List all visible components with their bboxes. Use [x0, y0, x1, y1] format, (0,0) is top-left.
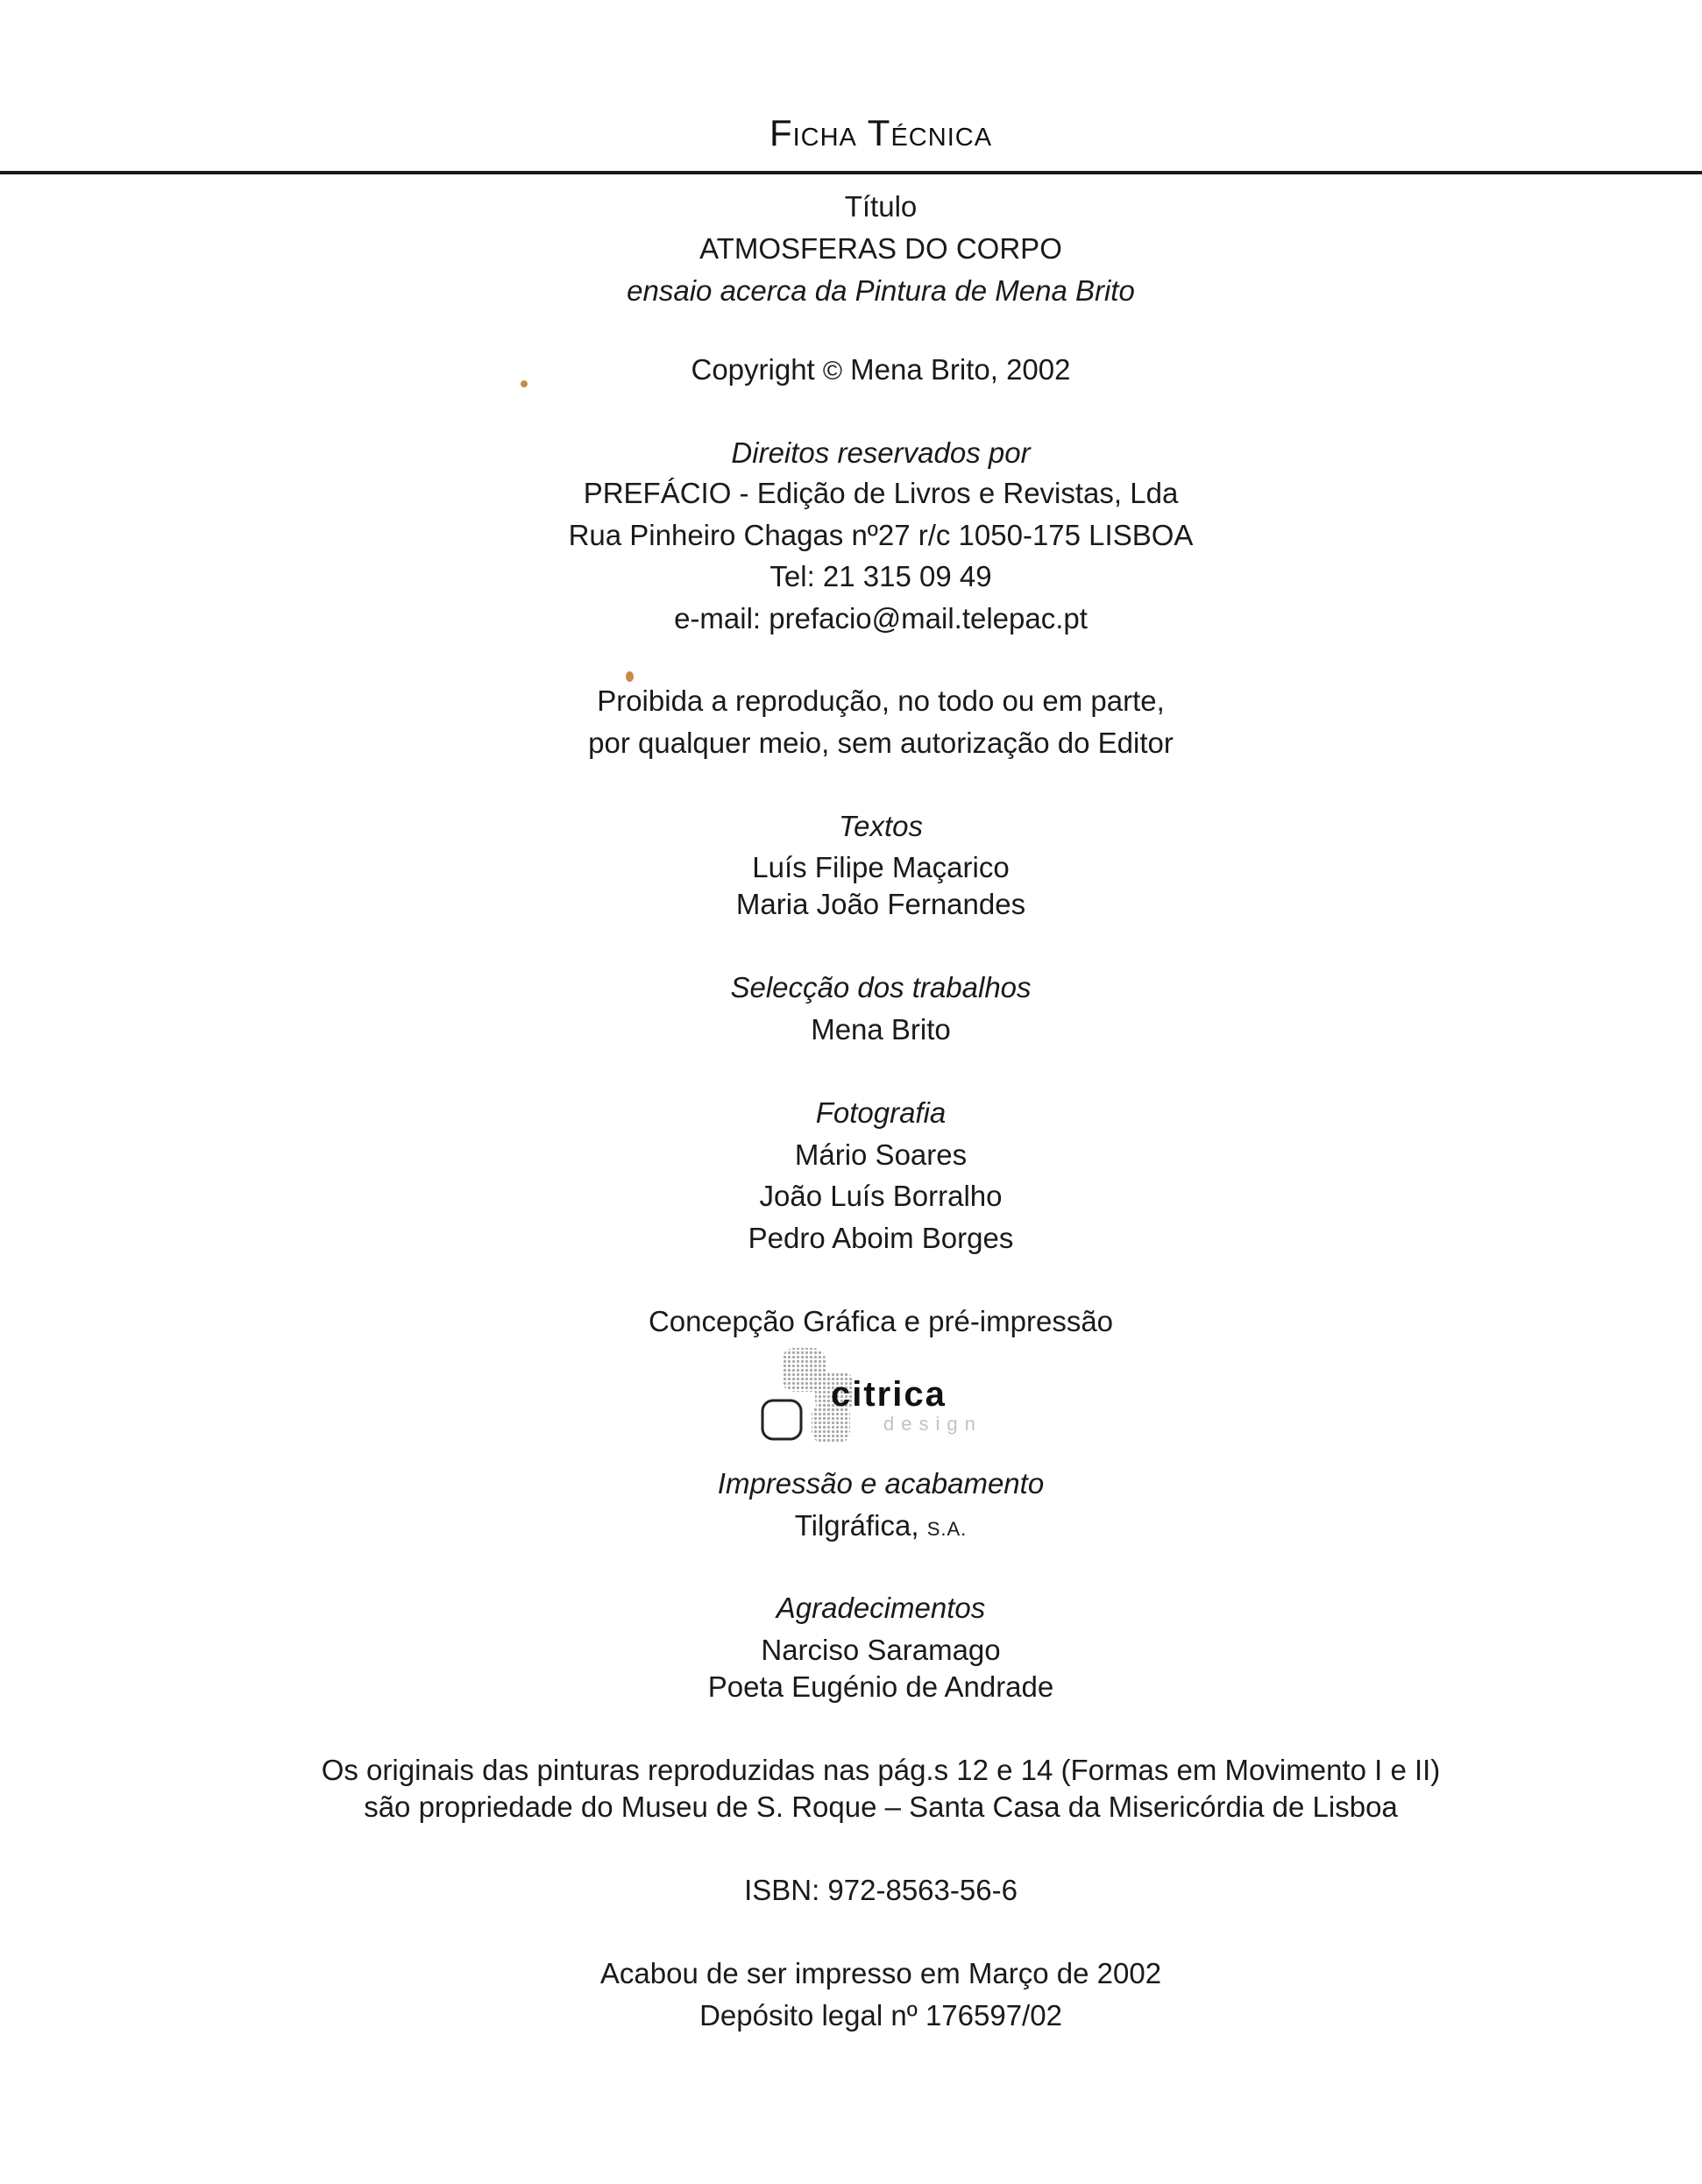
selection-name: Mena Brito: [811, 1013, 951, 1046]
copyright-prefix: Copyright: [691, 353, 815, 386]
isbn: ISBN: 972-8563-56-6: [744, 1874, 1018, 1906]
thanks-name-1: Narciso Saramago: [761, 1634, 1001, 1666]
rights-label: Direitos reservados por: [731, 436, 1031, 469]
copyright-holder: Mena Brito, 2002: [850, 353, 1071, 386]
printing-suffix: S.A.: [926, 1518, 968, 1540]
logo-sub: design: [883, 1413, 982, 1435]
notice-line-2: por qualquer meio, sem autorização do Editor: [588, 727, 1174, 759]
publisher-name: PREFÁCIO - Edição de Livros e Revistas, Lda: [583, 477, 1179, 509]
printing-name: Tilgráfica,: [794, 1509, 919, 1542]
photography-name-1: Mário Soares: [794, 1138, 968, 1171]
notice-line-1: Proibida a reprodução, no todo ou em parte,: [597, 684, 1165, 717]
book-title: ATMOSFERAS DO CORPO: [699, 232, 1062, 265]
printing-label: Impressão e acabamento: [717, 1467, 1045, 1500]
legal-deposit: Depósito legal nº 176597/02: [699, 1999, 1062, 2032]
photography-name-3: Pedro Aboim Borges: [748, 1222, 1014, 1254]
page-title: Ficha Técnica: [769, 112, 993, 153]
publisher-tel: Tel: 21 315 09 49: [769, 560, 992, 592]
originals-line-1: Os originais das pinturas reproduzidas nas pág.s 12 e 14 (Formas em Movimento I e II): [321, 1754, 1441, 1786]
photography-label: Fotografia: [815, 1096, 947, 1129]
publisher-address: Rua Pinheiro Chagas nº27 r/c 1050-175 LISBOA: [568, 519, 1194, 551]
title-label: Título: [844, 190, 918, 223]
texts-name-2: Maria João Fernandes: [735, 888, 1026, 920]
texts-label: Textos: [838, 810, 923, 842]
originals-line-2: são propriedade do Museu de S. Roque – Santa Casa da Misericórdia de Lisboa: [364, 1790, 1398, 1823]
citrica-logo-icon: [761, 1346, 1015, 1450]
selection-label: Selecção dos trabalhos: [730, 971, 1032, 1003]
photography-name-2: João Luís Borralho: [759, 1180, 1003, 1212]
copyright-symbol: ©: [822, 357, 842, 386]
printing-line: [0, 1508, 1702, 1547]
logo-word: citrica: [831, 1375, 947, 1414]
book-subtitle: ensaio acerca da Pintura de Mena Brito: [627, 274, 1135, 307]
copyright-line: [0, 352, 1702, 389]
printed-date: Acabou de ser impresso em Março de 2002: [599, 1957, 1162, 1989]
citrica-logo-graphic: [761, 1346, 1015, 1450]
title-rule: [0, 171, 1702, 174]
thanks-name-2: Poeta Eugénio de Andrade: [707, 1670, 1054, 1703]
publisher-email: e-mail: prefacio@mail.telepac.pt: [674, 602, 1088, 635]
paper-spot: [626, 671, 634, 682]
design-label: Concepção Gráfica e pré-impressão: [648, 1305, 1114, 1337]
paper-spot: [521, 380, 528, 387]
thanks-label: Agradecimentos: [776, 1592, 986, 1624]
texts-name-1: Luís Filipe Maçarico: [752, 851, 1010, 883]
